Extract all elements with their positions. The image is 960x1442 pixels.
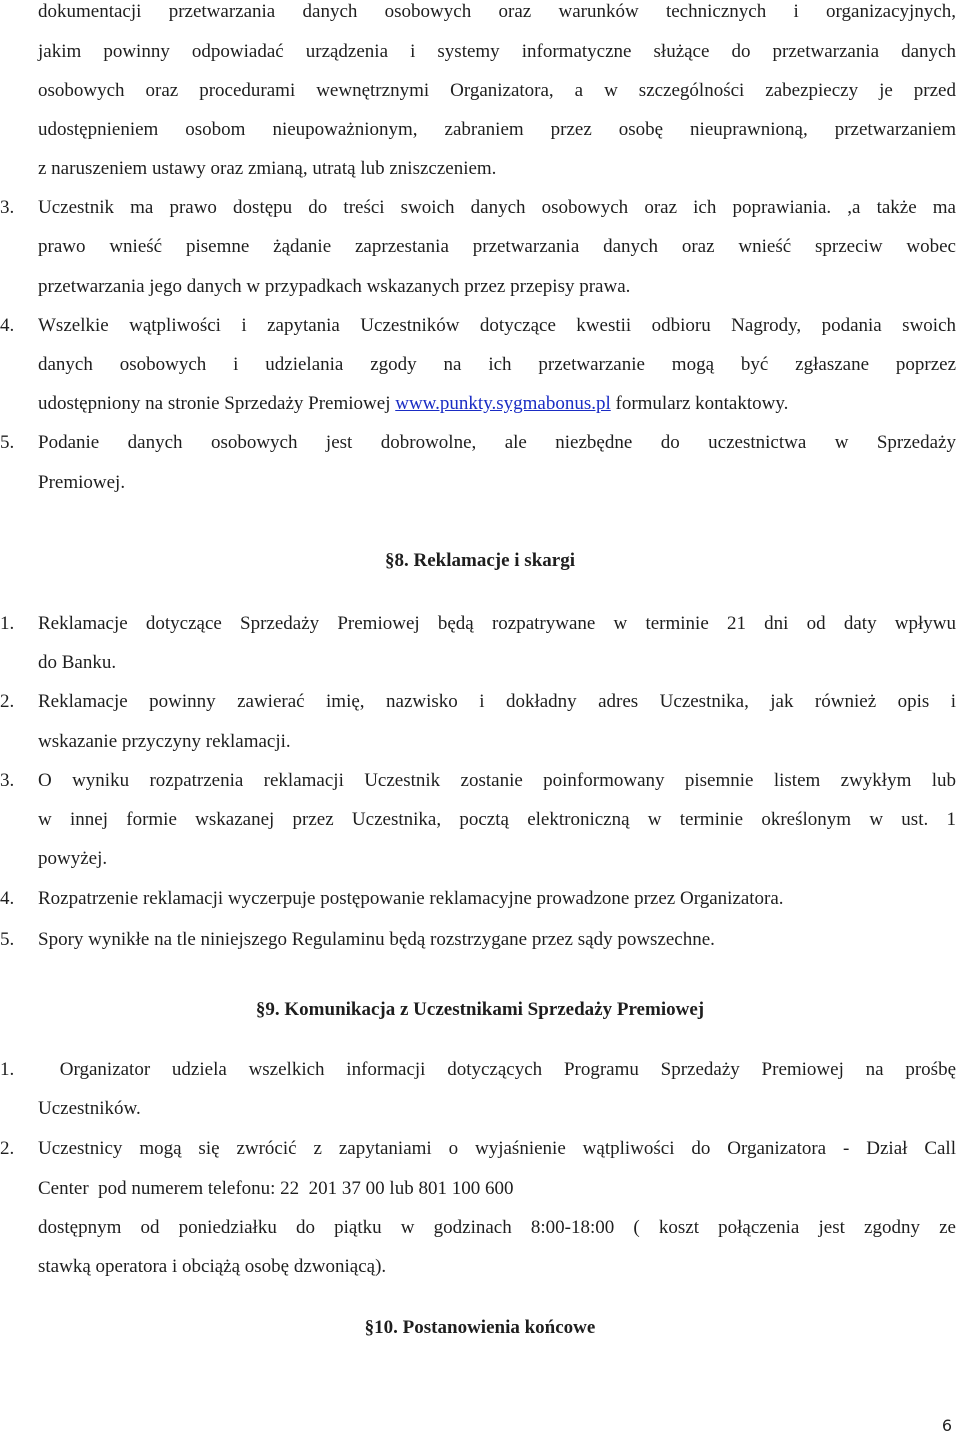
list-item-line: Reklamacje dotyczące Sprzedaży Premiowej będą rozpatrywane w terminie 21 dni od daty wpływu <box>38 613 956 634</box>
list-item-line: Reklamacje powinny zawierać imię, nazwisko i dokładny adres Uczestnika, jak również opis i <box>38 691 956 712</box>
list-item-line: Uczestników. <box>38 1098 141 1119</box>
list-item-line: Spory wynikłe na tle niniejszego Regulaminu będą rozstrzygane przez sądy powszechne. <box>38 929 715 950</box>
list-item-number: 1. <box>0 613 15 634</box>
list-item-line: Uczestnik ma prawo dostępu do treści swoich danych osobowych oraz ich poprawiania. ,a także ma <box>38 197 956 218</box>
list-item-line: Podanie danych osobowych jest dobrowolne, ale niezbędne do uczestnictwa w Sprzedaży <box>38 432 956 453</box>
list-item-line: Premiowej. <box>38 472 126 493</box>
intro-line: udostępnieniem osobom nieupoważnionym, zabraniem przez osobę nieuprawnioną, przetwarzaniem <box>38 119 956 140</box>
section-heading-9: §9. Komunikacja z Uczestnikami Sprzedaży Premiowej <box>255 999 705 1020</box>
list-item-line: prawo wnieść pisemne żądanie zaprzestania przetwarzania danych oraz wnieść sprzeciw wobec <box>38 236 956 257</box>
list-item-line: Uczestnicy mogą się zwrócić z zapytaniami o wyjaśnienie wątpliwości do Organizatora - Dział Call <box>38 1138 956 1159</box>
section-heading-10: §10. Postanowienia końcowe <box>364 1317 596 1338</box>
list-item-number: 1. <box>0 1059 15 1080</box>
website-link[interactable]: www.punkty.sygmabonus.pl <box>395 393 611 414</box>
list-item-line: wskazanie przyczyny reklamacji. <box>38 731 291 752</box>
list-item-number: 4. <box>0 315 15 336</box>
list-item-number: 2. <box>0 691 15 712</box>
list-item-number: 4. <box>0 888 15 909</box>
intro-line: osobowych oraz procedurami wewnętrznymi Organizatora, a w szczególności zabezpieczy je przed <box>38 80 956 101</box>
list-item-number: 3. <box>0 770 15 791</box>
list-item-line: Rozpatrzenie reklamacji wyczerpuje postępowanie reklamacyjne prowadzone przez Organizatora. <box>38 888 784 909</box>
list-item-line: O wyniku rozpatrzenia reklamacji Uczestnik zostanie poinformowany pisemnie listem zwykłym lub <box>38 770 956 791</box>
list-item-number: 5. <box>0 929 15 950</box>
list-item-line: Center pod numerem telefonu: 22 201 37 00 lub 801 100 600 <box>38 1178 514 1199</box>
intro-line: jakim powinny odpowiadać urządzenia i systemy informatyczne służące do przetwarzania danych <box>38 41 956 62</box>
page-number: 6 <box>941 1416 952 1435</box>
list-item-line: przetwarzania jego danych w przypadkach wskazanych przez przepisy prawa. <box>38 276 631 297</box>
list-item-line: w innej formie wskazanej przez Uczestnika, pocztą elektroniczną w terminie określonym w ust. 1 <box>38 809 956 830</box>
intro-line: z naruszeniem ustawy oraz zmianą, utratą lub zniszczeniem. <box>38 158 497 179</box>
list-item-line: stawką operatora i obciążą osobę dzwoniącą). <box>38 1256 387 1277</box>
list-item-text: udostępniony na stronie Sprzedaży Premiowej <box>38 393 396 414</box>
list-item-line <box>38 394 788 413</box>
list-item-number: 2. <box>0 1138 15 1159</box>
list-item-line: Wszelkie wątpliwości i zapytania Uczestników dotyczące kwestii odbioru Nagrody, podania swoich <box>38 315 956 336</box>
list-item-number: 5. <box>0 432 15 453</box>
list-item-number: 3. <box>0 197 15 218</box>
list-item-line: do Banku. <box>38 652 117 673</box>
list-item-text: formularz kontaktowy. <box>610 393 789 414</box>
list-item-line: Organizator udziela wszelkich informacji dotyczących Programu Sprzedaży Premiowej na prośbę <box>38 1059 956 1080</box>
list-item-line: dostępnym od poniedziałku do piątku w godzinach 8:00-18:00 ( koszt połączenia jest zgodny ze <box>38 1217 956 1238</box>
section-heading-8: §8. Reklamacje i skargi <box>385 550 575 571</box>
intro-line: dokumentacji przetwarzania danych osobowych oraz warunków technicznych i organizacyjnych, <box>38 1 956 22</box>
list-item-line: danych osobowych i udzielania zgody na ich przetwarzanie mogą być zgłaszane poprzez <box>38 354 956 375</box>
list-item-line: powyżej. <box>38 848 108 869</box>
